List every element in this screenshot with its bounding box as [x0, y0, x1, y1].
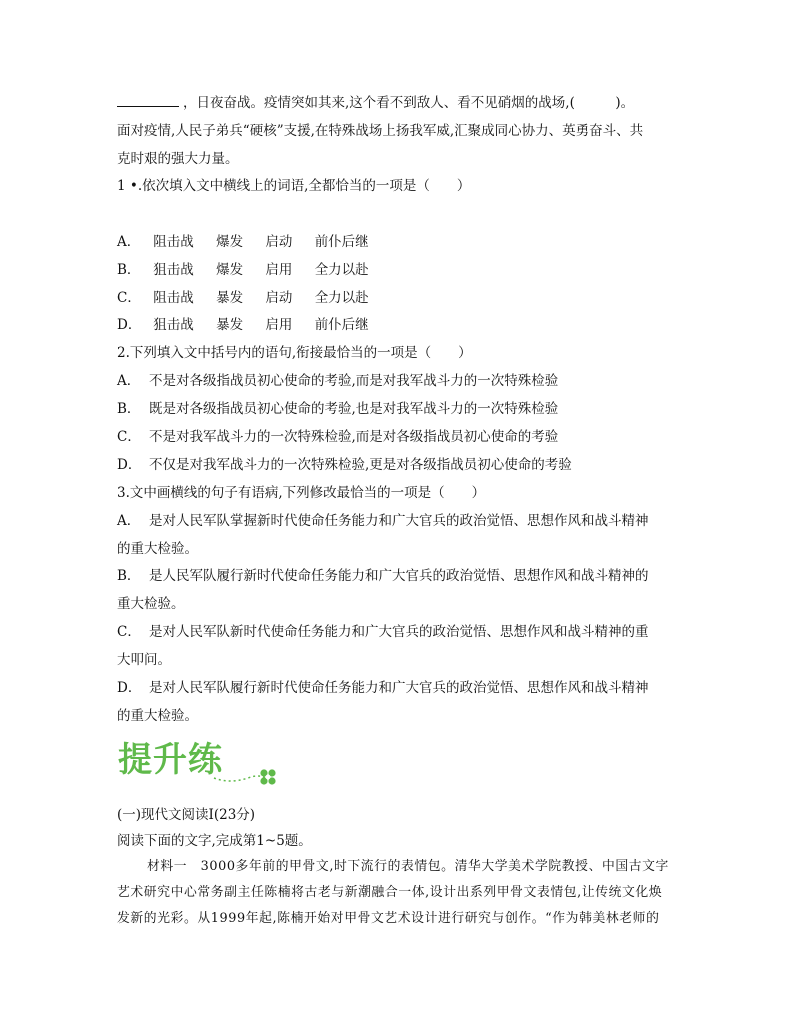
q3-option-b-line-2: 重大检验。	[117, 596, 185, 612]
q2-stem: 2.下列填入文中括号内的语句,衔接最恰当的一项是（ ）	[117, 345, 472, 361]
q3-option-d-line-2: 的重大检验。	[117, 708, 198, 724]
option-text: 不是对各级指战员初心使命的考验,而是对我军战斗力的一次特殊检验	[149, 373, 559, 389]
option-label: C．	[117, 429, 141, 445]
option-word: 启动	[265, 234, 293, 250]
option-word: 狙击战	[153, 317, 194, 333]
material-line-2: 艺术研究中心常务副主任陈楠将古老与新潮融合一体,设计出系列甲骨文表情包,让传统文化焕	[117, 885, 663, 900]
q2-option-c	[117, 428, 558, 446]
option-word: 爆发	[216, 234, 244, 250]
q1-option-d	[117, 316, 387, 334]
q3-option-b-line-1	[117, 567, 649, 585]
option-word: 阻击战	[153, 234, 194, 250]
option-label: A．	[117, 234, 141, 250]
option-word: 启动	[265, 290, 293, 306]
option-word: 狙击战	[153, 262, 194, 278]
intro-line-1	[117, 94, 634, 112]
option-text: 是对人民军队掌握新时代使命任务能力和广大官兵的政治觉悟、思想作风和战斗精神	[149, 513, 649, 529]
section-title: (一)现代文阅读Ⅰ(23分)	[117, 807, 256, 823]
intro-line-1-text: ，日夜奋战。疫情突如其来,这个看不到敌人、看不见硝烟的战场,( )。	[183, 95, 635, 111]
option-text: 不是对我军战斗力的一次特殊检验,而是对各级指战员初心使命的考验	[149, 429, 559, 445]
q3-option-a-line-1	[117, 512, 649, 530]
option-word: 前仆后继	[314, 234, 369, 250]
option-label: D．	[117, 680, 142, 696]
option-word: 前仆后继	[314, 317, 369, 333]
fill-blank	[117, 94, 179, 107]
option-word: 阻击战	[153, 290, 194, 306]
q2-option-a	[117, 372, 558, 390]
option-word: 启用	[265, 317, 293, 333]
option-word: 全力以赴	[314, 290, 369, 306]
option-label: A．	[117, 513, 141, 529]
option-text: 是人民军队履行新时代使命任务能力和广大官兵的政治觉悟、思想作风和战斗精神的	[149, 568, 649, 584]
clover-icon	[118, 732, 288, 790]
q1-stem: 1 •.依次填入文中横线上的词语,全都恰当的一项是（ ）	[117, 178, 471, 194]
q1-option-b	[117, 261, 387, 279]
option-word: 爆发	[216, 262, 244, 278]
q2-option-d	[117, 456, 572, 474]
material-line-1: 材料一 3000多年前的甲骨文,时下流行的表情包。清华大学美术学院教授、中国古文字	[147, 859, 669, 874]
q3-stem: 3.文中画横线的句子有语病,下列修改最恰当的一项是（ ）	[117, 485, 486, 501]
option-text: 是对人民军队履行新时代使命任务能力和广大官兵的政治觉悟、思想作风和战斗精神	[149, 680, 649, 696]
q1-option-c	[117, 289, 387, 307]
option-label: A．	[117, 373, 141, 389]
option-text: 不仅是对我军战斗力的一次特殊检验,更是对各级指战员初心使命的考验	[149, 457, 572, 473]
q3-option-c-line-1	[117, 623, 649, 641]
section-banner	[118, 732, 288, 790]
option-label: C．	[117, 290, 141, 306]
option-word: 启用	[265, 262, 293, 278]
option-label: D．	[117, 317, 142, 333]
q2-option-b	[117, 400, 558, 418]
option-word: 全力以赴	[314, 262, 369, 278]
q3-option-a-line-2: 的重大检验。	[117, 541, 198, 557]
option-text: 既是对各级指战员初心使命的考验,也是对我军战斗力的一次特殊检验	[149, 401, 559, 417]
option-label: B．	[117, 262, 141, 278]
option-label: B．	[117, 568, 141, 584]
option-label: D．	[117, 457, 142, 473]
q1-option-a	[117, 233, 387, 251]
intro-line-3: 克时艰的强大力量。	[117, 151, 239, 167]
option-label: B．	[117, 401, 141, 417]
option-word: 暴发	[216, 317, 244, 333]
q3-option-c-line-2: 大叩问。	[117, 652, 171, 668]
option-word: 暴发	[216, 290, 244, 306]
option-label: C．	[117, 624, 141, 640]
option-text: 是对人民军队新时代使命任务能力和广大官兵的政治觉悟、思想作风和战斗精神的重	[149, 624, 649, 640]
intro-line-2: 面对疫情,人民子弟兵“硬核”支援,在特殊战场上扬我军威,汇聚成同心协力、英勇奋斗、共	[117, 123, 644, 139]
banner-title: 提升练	[118, 740, 223, 780]
section-instruction: 阅读下面的文字,完成第1~5题。	[117, 833, 312, 849]
q3-option-d-line-1	[117, 679, 649, 697]
material-line-3: 发新的光彩。从1999年起,陈楠开始对甲骨文艺术设计进行研究与创作。“作为韩美林老师的	[117, 911, 660, 926]
